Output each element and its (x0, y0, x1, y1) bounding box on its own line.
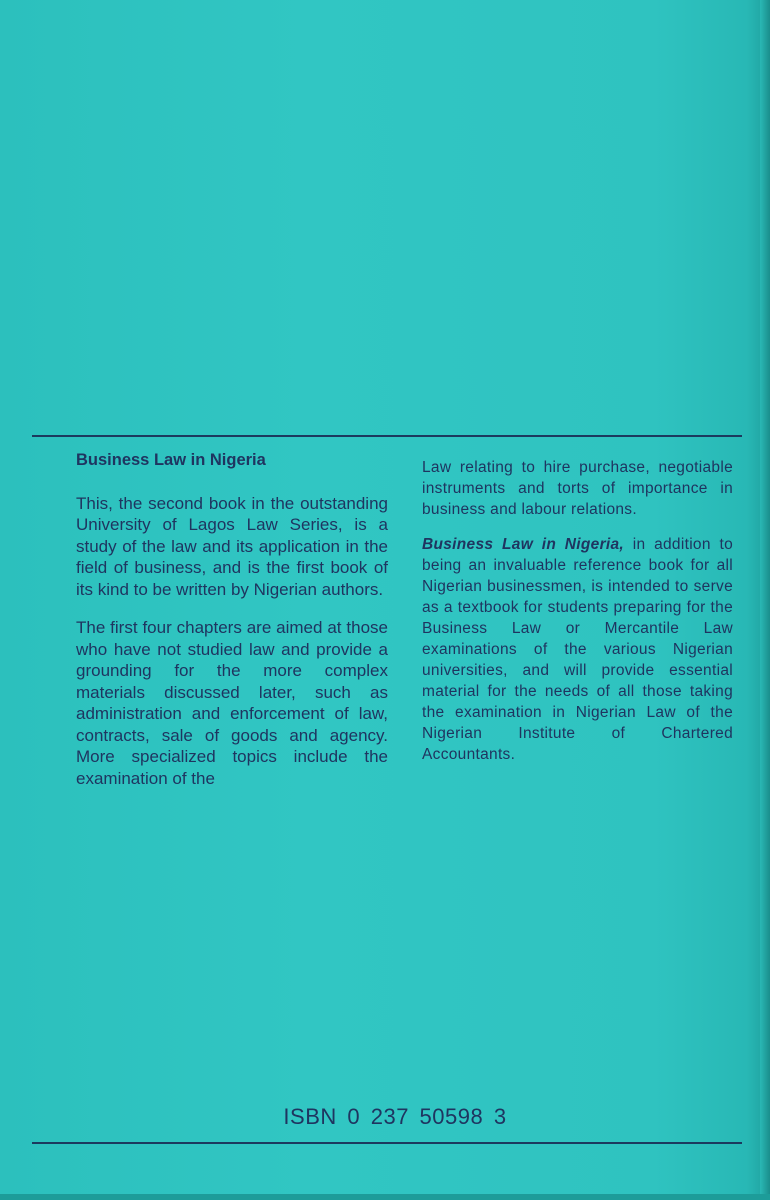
blurb-left-column (76, 450, 388, 806)
spine-edge (760, 0, 770, 1200)
blurb-paragraph-3: Law relating to hire purchase, negotiable instruments and torts of importance in business and labour relations. (422, 459, 733, 518)
blurb-heading: Business Law in Nigeria (76, 451, 266, 469)
blurb-paragraph-4-text: in addition to being an invaluable reference book for all Nigerian businessmen, is intended to serve as a textbook for students preparing for the Business Law or Mercantile Law examinations of the various Nigerian universities, and will provide essential material for the needs of all those taking the examination in Nigerian Law of the Nigerian Institute of Chartered Accountants. (422, 536, 733, 763)
blurb-paragraph-4 (422, 534, 733, 765)
book-title-italic: Business Law in Nigeria, (422, 536, 625, 553)
top-rule (32, 435, 742, 437)
isbn-number: ISBN 0 237 50598 3 (283, 1104, 507, 1129)
bottom-edge (0, 1194, 770, 1200)
blurb-paragraph-1: This, the second book in the outstanding University of Lagos Law Series, is a study of the law and its application in the field of business, and is the first book of its kind to be written by Nigerian authors. (76, 493, 388, 599)
bottom-rule (32, 1142, 742, 1144)
blurb-paragraph-2: The first four chapters are aimed at those who have not studied law and provide a grounding for the more complex materials discussed later, such as administration and enforcement of law, contracts, sale of goods and agency. More specialized topics include the examination of the (76, 618, 388, 788)
blurb-right-column (422, 457, 733, 779)
